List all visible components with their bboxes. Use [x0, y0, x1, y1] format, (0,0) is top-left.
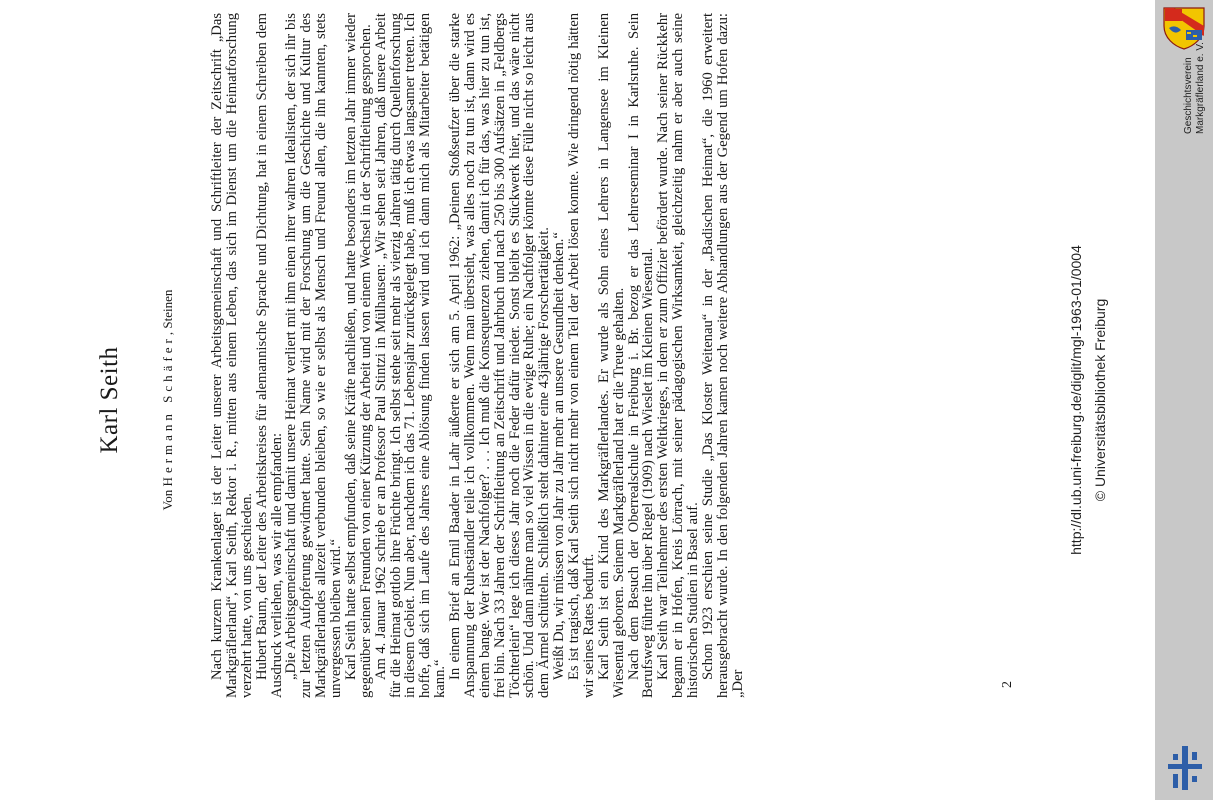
paragraph: In einem Brief an Emil Baader in Lahr äußerte er sich am 5. April 1962: „Deinen Stoßseufzer über die starke Anspannung der Ruheständler teile ich vollkommen. Wenn man übersieht, was alles noch zu tun ist, dann wird es einem bange. Wer ist der Nachfolger? . . . Ich muß die Konsequenzen ziehen, damit ich für das, was hier zu tun ist, frei bin. Nach 33 Jahren der Schriftleitung an Zeitschrift und Jahrbuch und nach 250 bis 300 Aufsätzen in „Feldbergs Töchterlein“ lege ich dieses Jahr noch die Feder dafür nieder. Sonst bleibt es Stückwerk hier, und das wäre nicht schön. Und dann nähme man so viel Wissen in die ewige Ruhe; ein Nachfolger könnte diese Fülle nicht so leicht aus dem Ärmel schütteln. Schließlich steht dahinter eine 43jährige Forschertätigkeit. — [447, 13, 553, 698]
byline-prefix: Von — [160, 489, 175, 511]
paragraph: Schon 1923 erschien seine Studie „Das Kloster Weitenau“ in der „Badischen Heimat“, die 1960 erweitert herausgebracht wurde. In den folgenden Jahren kamen noch weitere Abhandlungen aus der Gegend um Hofen dazu: „Der — [699, 13, 746, 698]
library-logo-icon — [1165, 744, 1205, 792]
paragraph: Hubert Baum, der Leiter des Arbeitskreises für alemannische Sprache und Dichtung, hat in einem Schreiben dem Ausdruck verliehen, was wir alle empfanden: — [253, 13, 285, 698]
paragraph: Karl Seith hatte selbst empfunden, daß seine Kräfte nachließen, und hatte besonders im letzten Jahr immer wieder gegenüber seinen Freunden von einer Kürzung der Arbeit und von einem Wechsel in der Schriftleitung gesprochen. — [342, 13, 374, 698]
paragraph: Nach dem Besuch der Oberrealschule in Freiburg i. Br. bezog er das Lehrerseminar I in Karlsruhe. Sein Berufsweg führte ihn über Riegel (1909) nach Wieslet im Kleinen Wiesental. — [625, 13, 657, 698]
author-name: Hermann Schäfer — [160, 335, 175, 487]
library-credit: © Universitätsbibliothek Freiburg — [1092, 298, 1108, 502]
paragraph: Am 4. Januar 1962 schrieb er an Professor Paul Stintzi in Mülhausen: „Wir sehen seit Jahren, daß unsere Arbeit für die Heimat gottlob ihre Früchte bringt. Ich selbst stehe seit mehr als vierzig Jahren tätig durch Quellenforschung in diesem Gebiet. Nun aber, nachdem ich das 71. Lebensjahr zurückgelegt habe, muß ich etwas langsamer treten. Ich hoffe, daß sich im Laufe des Jahres eine Ablösung finden lassen wird und ich dann mich als Mitarbeiter betätigen kann.“ — [372, 13, 449, 698]
society-line: Geschichtsverein — [1183, 57, 1194, 134]
paragraph: Karl Seith ist ein Kind des Markgräflerlandes. Er wurde als Sohn eines Lehrers in Langensee im Kleinen Wiesental geboren. Seinem Markgräflerland hat er die Treue gehalten. — [595, 13, 627, 698]
byline — [160, 0, 176, 800]
article-body — [210, 13, 746, 698]
paragraph: Karl Seith war Teilnehmer des ersten Weltkrieges, in dem er zum Offizier befördert wurde. Nach seiner Rückkehr begann er in Hofen, Kreis Lörrach, mit seiner pädagogischen Wirksamkeit, gleichzeitig nahm er aber auch seine historischen Studien in Basel auf. — [655, 13, 701, 698]
paragraph: Es ist tragisch, daß Karl Seith sich nicht mehr von einem Teil der Arbeit lösen konnte. Wie dringend nötig hätten wir seines Rates bedurft. — [566, 13, 597, 698]
page-title: Karl Seith — [96, 346, 123, 454]
author-location: , Steinen — [160, 289, 175, 336]
paragraph: „Die Arbeitsgemeinschaft und damit unsere Heimat verliert mit ihm einen ihrer wahren Idealisten, der sich ihr bis zur letzten Aufopferung gewidmet hatte. Sein Name wird mit der Forschung um die Geschichte und Kultur des Markgräflerlandes allezeit verbunden bleiben, so wie er selbst als Mensch und Freund allen, die ihn kannten, stets unvergessen bleiben wird.“ — [283, 13, 344, 698]
paragraph: Weißt Du, wir müssen von Jahr zu Jahr mehr an unsere Gesundheit denken.“ — [551, 232, 568, 680]
society-line: Markgräflerland e. V. — [1195, 42, 1206, 134]
society-name — [1183, 42, 1207, 134]
page-number: 2 — [1000, 681, 1015, 688]
paragraph: Nach kurzem Krankenlager ist der Leiter unserer Arbeitsgemeinschaft und Schriftleiter der Zeitschrift „Das Markgräflerland“, Karl Seith, Rektor i. R., mitten aus einem Leben, das sich im Dienst um die Heimatforschung verzehrt hatte, von uns geschieden. — [209, 13, 255, 698]
source-url-link[interactable]: http://dl.ub.uni-freiburg.de/diglit/mgl-1963-01/0004 — [1068, 245, 1084, 555]
